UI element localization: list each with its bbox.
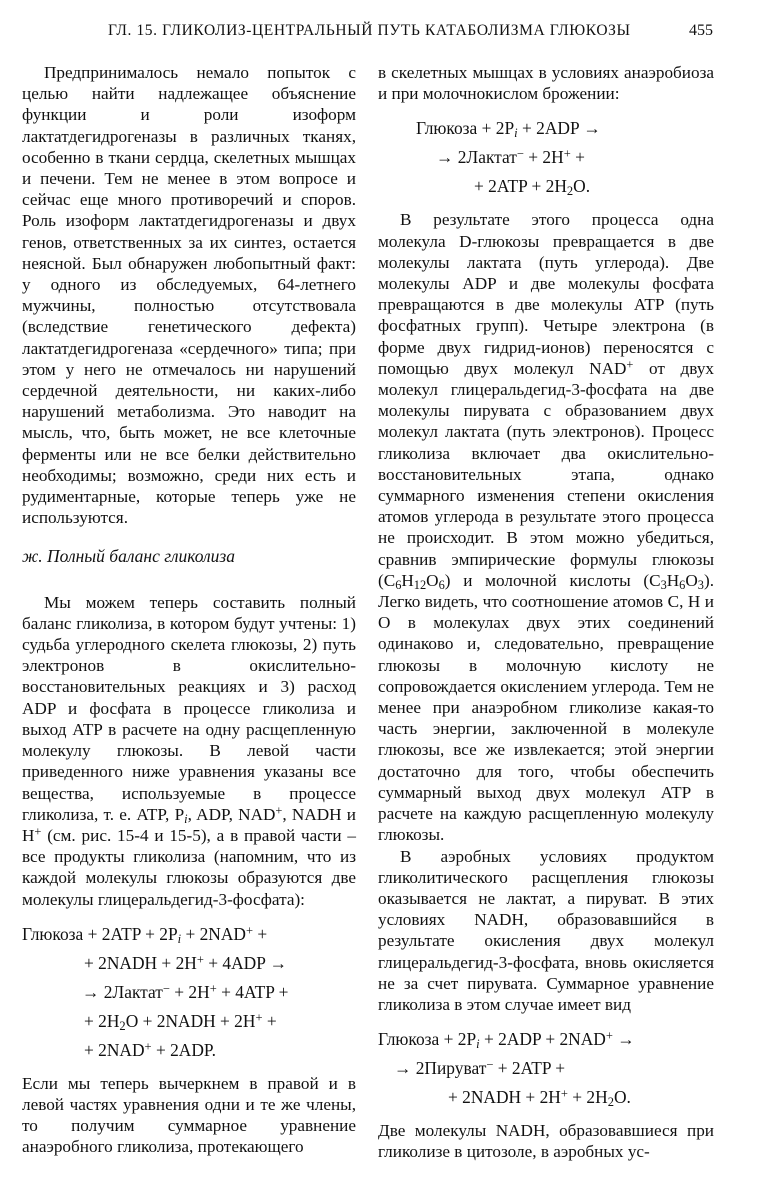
equation-anaerobic-glycolysis (378, 114, 714, 201)
equation-line: Глюкоза + $2P_i + 2ADP$ → (416, 118, 601, 141)
equation-line: + $2ATP + 2H_2O$. (474, 176, 591, 199)
equation-line: + 2NADH + $2H^+ + 2H_2O$. (448, 1086, 631, 1110)
equation-line: → 2Лактат− + 2H+ + 4ATP + (82, 981, 289, 1002)
running-title: ГЛ. 15. ГЛИКОЛИЗ-ЦЕНТРАЛЬНЫЙ ПУТЬ КАТАБОЛИЗМА ГЛЮКОЗЫ (108, 22, 631, 39)
paragraph-result: В результате этого процесса одна молекула D-глюкозы превращается в две молекулы лактата (путь углерода). Две молекулы ADP и две молекулы фосфата превращаются в две молекулы ATP (путь фосфатных групп). Четыре электрона (в форме двух гидрид-ионов) переносятся с помощью двух молекул NAD+ от двух молекул глицеральдегид-3-фосфата на две молекулы пирувата с образованием двух молекул лактата (путь электронов). Процесс гликолиза включает два окислительно-восстановительных этапа, однако суммарного изменения степени окисления атомов углерода в результате этого процесса не происходит. В этом можно убедиться, сравнив эмпирические формулы глюкозы $(C_6H_{12}O_6)$ и молочной кислоты $(C_3H_6O_3)$. Легко видеть, что соотношение атомов C, H и O в молекулах двух этих соединений одинаково и, следовательно, превращение глюкозы в молочную кислоту не сопровождается окислением углерода. Тем не менее при анаэробном гликолизе какая-то часть энергии, заключенной в молекуле глюкозы, все же извлекается; этой энергии достаточно для того, чтобы обеспечить суммарный выход двух молекул ATP в расчете на каждую расщепленную молекулу глюкозы. (378, 210, 715, 845)
running-header (0, 22, 775, 48)
right-column (378, 62, 714, 1163)
equation-full-glycolysis (22, 920, 356, 1065)
paragraph-nadh: Две молекулы NADH, образовавшиеся при гликолизе в цитозоле, в аэробных ус- (378, 1121, 714, 1162)
paragraph-cancel-terms: Если мы теперь вычеркнем в правой и в левой частях уравнения одни и те же члены, то получим суммарное уравнение анаэробного гликолиза, протекающего (22, 1073, 356, 1157)
equation-aerobic-glycolysis (378, 1025, 714, 1112)
left-column (22, 62, 356, 1158)
paragraph-continuation: в скелетных мышцах в условиях анаэробиоза и при молочнокислом брожении: (378, 63, 714, 104)
page-number: 455 (689, 22, 713, 39)
equation-line: → 2Пируват− + 2ATP + (394, 1057, 566, 1079)
equation-line: + 2NADH + 2H+ + 4ADP → (84, 952, 288, 973)
equation-line: Глюкоза + $2ATP + 2P_i + 2NAD^+$ + (22, 923, 268, 946)
paragraph-isoforms: Предпринималось немало попыток с целью найти надлежащее объяснение функции и роли изоформ лактатдегидрогеназы в различных тканях, особенно в ткани сердца, скелетных мышцах и печени. Тем не менее в этом вопросе и сейчас еще много противоречий и споров. Роль изоформ лактатдегидрогеназы и двух генов, ответственных за их синтез, остается неясной. Был обнаружен любопытный факт: у одного из обследуемых, 64-летнего мужчины, полностью отсутствовала (вследствие генетического дефекта) лактатдегидрогеназа «сердечного» типа; при этом у него не отмечалось ни нарушений сердечной деятельности, ни каких-либо нарушений метаболизма. Это наводит на мысль, что, быть может, не все клеточные ферменты или не все белки действительно необходимы; возможно, среди них есть и рудиментарные, которые теперь уже не используются. (22, 63, 356, 528)
equation-line: + $2H_2O$ + 2NADH + 2H+ + (84, 1010, 277, 1033)
equation-line: → 2Лактат− + 2H+ + (436, 146, 585, 168)
paragraph-aerobic: В аэробных условиях продуктом гликолитического расщепления глюкозы оказывается не лактат, а пируват. В этих условиях NADH, образовавшийся в результате окисления двух молекул глицеральдегид-3-фосфата, вновь окисляется не за счет пирувата. Суммарное уравнение гликолиза в этом случае имеет вид (378, 846, 714, 1014)
section-heading: ж. Полный баланс гликолиза (22, 546, 236, 567)
equation-line: Глюкоза + $2P_i + 2ADP + 2NAD^+$ → (378, 1028, 635, 1052)
paragraph-balance: Мы можем теперь составить полный баланс гликолиза, в котором будут учтены: 1) судьба углеродного скелета глюкозы, 2) путь электронов в окислительно-восстановительных реакциях и 3) расход ADP и фосфата в процессе гликолиза и выход ATP в расчете на одну расщепленную молекулу глюкозы. В левой части приведенного ниже уравнения указаны все вещества, используемые в процессе гликолиза, т. е. ATP, $P_i$, ADP, NAD+, NADH и H+ (см. рис. 15-4 и 15-5), а в правой части – все продукты гликолиза (напомним, что из каждой молекулы глюкозы образуются две молекулы глицеральдегид-3-фосфата): (22, 592, 356, 909)
equation-line: + 2NAD+ + 2ADP. (84, 1039, 217, 1060)
